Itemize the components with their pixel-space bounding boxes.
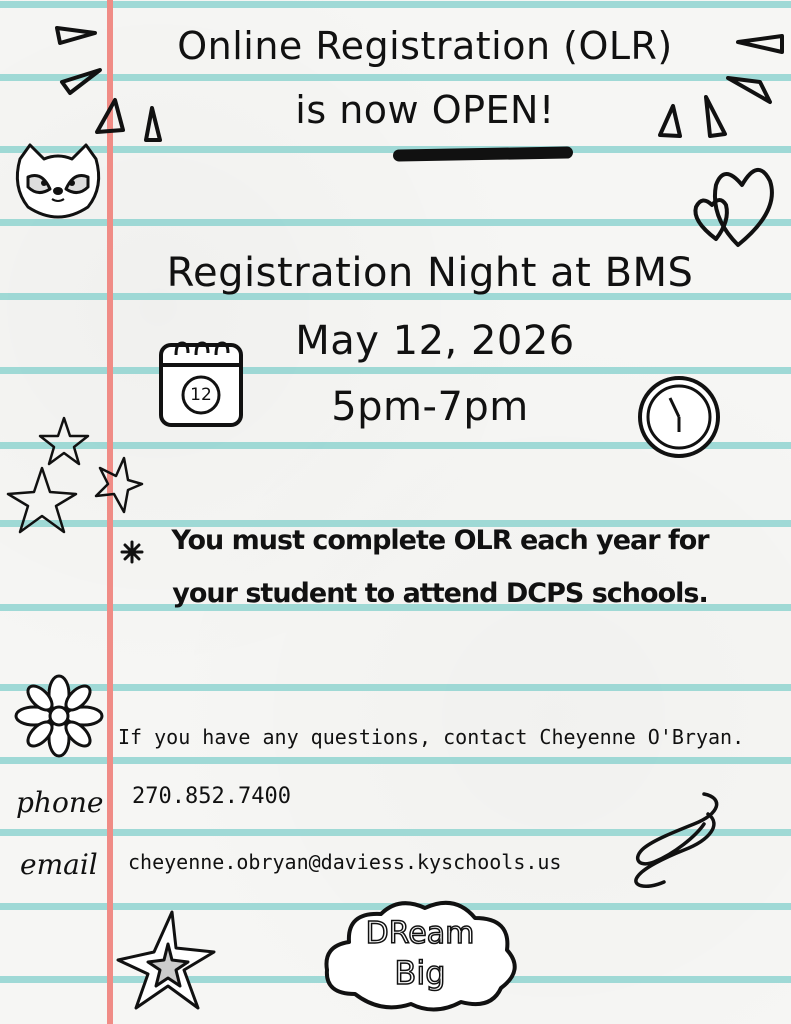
flower-icon [14,676,104,756]
notice-line1: You must complete OLR each year for [171,525,709,556]
fox-icon [8,137,108,227]
headline-line1: Online Registration (OLR) [177,24,673,68]
cloud-text-line1: DReam [365,916,475,951]
notebook-rule [0,367,791,374]
cloud-icon [315,894,525,1016]
email-address: cheyenne.obryan@daviess.kyschools.us [128,850,562,874]
asterisk-icon [120,540,144,564]
notebook-rule [0,757,791,764]
notebook-rule [0,219,791,226]
stars-icon [4,414,144,544]
headline-line2: is now OPEN! [295,88,555,132]
phone-number: 270.852.7400 [132,784,291,809]
notebook-rule [0,684,791,691]
event-title: Registration Night at BMS [166,250,694,296]
calendar-icon [158,333,244,429]
contact-intro: If you have any questions, contact Cheyenne O'Bryan. [118,725,745,749]
calendar-day: 12 [190,385,212,405]
clock-icon [636,374,722,460]
event-time: 5pm-7pm [331,384,529,430]
cloud-text-line2: Big [394,954,446,992]
hearts-icon [690,155,780,255]
notice-line2: your student to attend DCPS schools. [172,578,708,609]
spiral-icon [624,784,724,894]
star-icon [110,908,220,1018]
rays-icon [0,0,791,160]
phone-label: phone [16,786,104,819]
email-label: email [20,848,98,881]
event-date: May 12, 2026 [295,318,575,364]
